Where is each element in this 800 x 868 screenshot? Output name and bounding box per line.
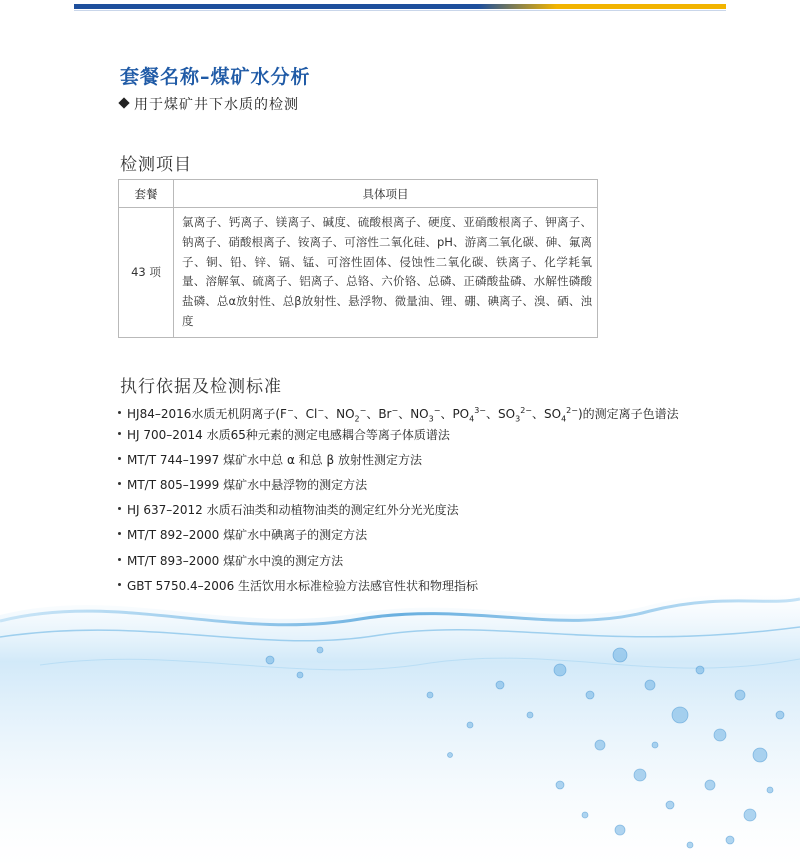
ion-charge: − [433, 406, 441, 415]
ion-charge: − [359, 406, 367, 415]
list-item [118, 523, 679, 548]
page-title: 套餐名称–煤矿水分析 [120, 66, 311, 88]
diamond-bullet-icon [118, 97, 129, 108]
list-item [118, 423, 679, 448]
standard-text: GBT 5750.4–2006 生活饮用水标准检验方法感官性状和物理指标 [127, 578, 479, 593]
ion-charge: 3− [474, 406, 487, 415]
standard-text: MT/T 805–1999 煤矿水中悬浮物的测定方法 [127, 478, 368, 493]
water-splash-illustration [0, 575, 800, 868]
ion-charge: − [317, 406, 325, 415]
ion-symbol: 、SO [486, 407, 516, 421]
bullet-icon [118, 507, 121, 510]
standards-list [118, 398, 679, 599]
ion-symbol: 、Cl [293, 407, 318, 421]
ion-symbol: 、Br [366, 407, 392, 421]
bullet-icon [118, 432, 121, 435]
bullet-icon [118, 558, 121, 561]
list-item [118, 549, 679, 574]
standards-section-heading: 执行依据及检测标准 [120, 377, 282, 397]
ion-subscript: 3 [428, 414, 434, 424]
standard-text: MT/T 892–2000 煤矿水中碘离子的测定方法 [127, 528, 368, 543]
bullet-icon [118, 482, 121, 485]
hj84-standard [127, 406, 679, 424]
table-row [119, 208, 598, 338]
ion-subscript: 4 [469, 414, 475, 424]
ion-charge: − [286, 406, 294, 415]
list-item [118, 498, 679, 523]
subtitle-text: 用于煤矿井下水质的检测 [134, 97, 299, 113]
standard-text: MT/T 893–2000 煤矿水中溴的测定方法 [127, 553, 344, 568]
bullet-icon [118, 457, 121, 460]
package-detail: 氯离子、钙离子、镁离子、碱度、硫酸根离子、硬度、亚硝酸根离子、钾离子、钠离子、硝酸根离子、铵离子、可溶性二氧化硅、pH、游离二氧化碳、砷、氟离子、铜、铅、锌、镉、锰、可溶性固体、侵蚀性二氧化碳、铁离子、化学耗氧量、溶解氧、硫离子、铝离子、总铬、六价铬、总磷、正磷酸盐磷、水解性磷酸盐磷、总α放射性、总β放射性、悬浮物、微量油、锂、硼、碘离子、溴、硒、浊度 [174, 208, 598, 338]
list-item [118, 448, 679, 473]
header-color-bar [74, 4, 726, 9]
table-header-row [119, 180, 598, 208]
page-subtitle [120, 94, 299, 114]
column-header-items: 具体项目 [174, 180, 598, 208]
ion-charge: 2− [566, 406, 578, 415]
bullet-icon [118, 532, 121, 535]
standard-text: HJ 700–2014 水质65种元素的测定电感耦合等离子体质谱法 [127, 428, 450, 443]
ion-subscript: 3 [515, 414, 521, 424]
ion-symbol: 、PO [440, 407, 470, 421]
list-item [118, 473, 679, 498]
ion-subscript: 4 [561, 414, 567, 424]
list-item [118, 398, 679, 423]
ion-symbol: 、SO [531, 407, 562, 421]
items-table [118, 179, 598, 338]
package-count: 43 项 [119, 208, 174, 338]
ion-charge: − [391, 406, 399, 415]
standard-text: MT/T 744–1997 煤矿水中总 α 和总 β 放射性测定方法 [127, 453, 422, 468]
ion-subscript: 2 [354, 414, 360, 424]
column-header-package: 套餐 [119, 180, 174, 208]
bullet-icon [118, 411, 121, 414]
ion-symbol: 、NO [398, 407, 429, 421]
hj84-prefix: HJ84–2016水质无机阴离子(F [127, 407, 287, 421]
hj84-suffix: )的测定离子色谱法 [577, 407, 679, 421]
standard-text: HJ 637–2012 水质石油类和动植物油类的测定红外分光光度法 [127, 503, 459, 518]
ion-charge: 2− [520, 406, 532, 415]
items-section-heading: 检测项目 [120, 155, 192, 175]
header-rule [74, 10, 726, 11]
ion-symbol: 、NO [324, 407, 355, 421]
